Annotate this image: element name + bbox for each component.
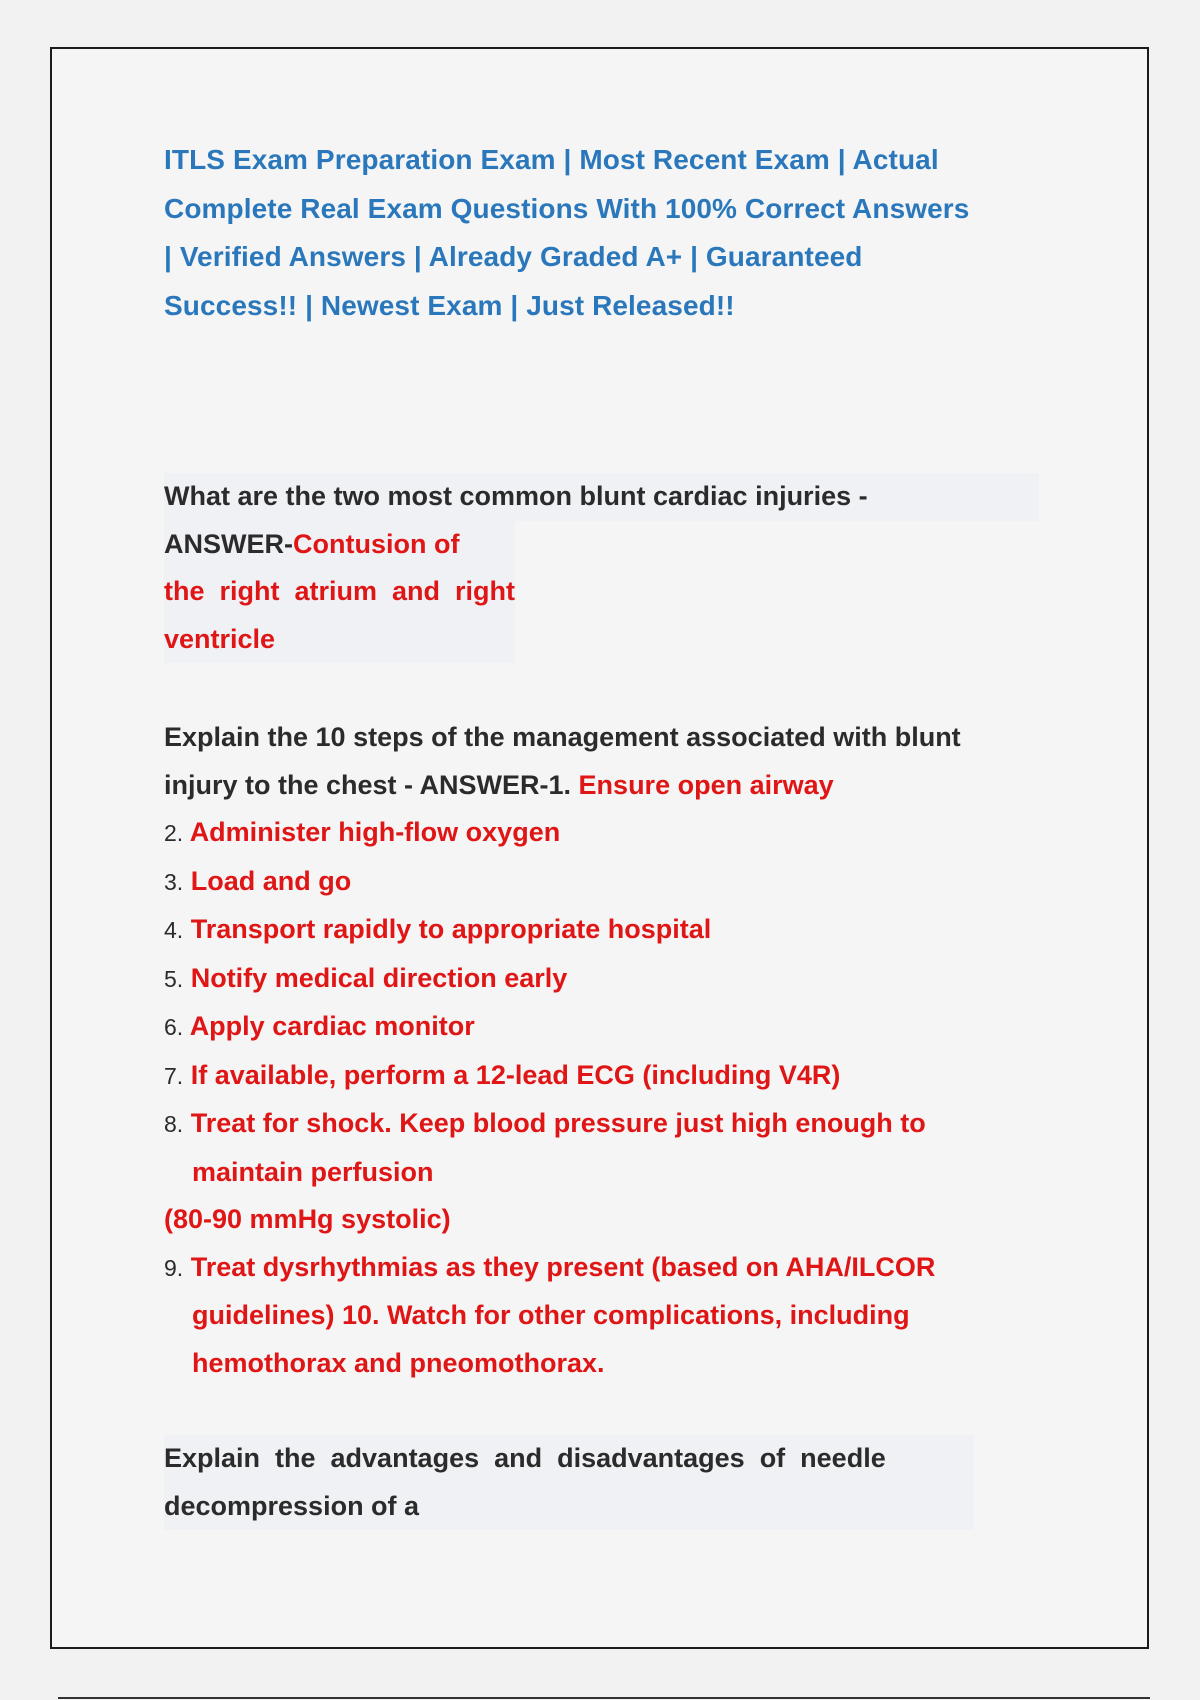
question-1-prompt: What are the two most common blunt cardiac injuries - xyxy=(164,481,868,511)
step-9-cont-1: guidelines) 10. Watch for other complications, including xyxy=(192,1300,910,1330)
step-7: 7. If available, perform a 12-lead ECG (including V4R) xyxy=(164,1059,841,1090)
document-title xyxy=(164,136,1044,330)
step-8-cont: maintain perfusion xyxy=(192,1156,434,1187)
step-5: 5. Notify medical direction early xyxy=(164,962,568,993)
answer-line-2: the right atrium and right xyxy=(164,576,515,606)
step-8: 8. Treat for shock. Keep blood pressure just high enough to xyxy=(164,1108,926,1138)
question-2-line-2: injury to the chest - ANSWER-1. xyxy=(164,769,579,800)
step-6: 6. Apply cardiac monitor xyxy=(164,1011,475,1041)
question-3-line-2: decompression of a xyxy=(164,1490,420,1521)
title-line-3: | Verified Answers | Already Graded A+ | Guaranteed xyxy=(164,241,863,272)
question-1-text xyxy=(164,473,1039,521)
title-line-1: ITLS Exam Preparation Exam | Most Recent Exam | Actual xyxy=(164,144,939,175)
step-2: 2. Administer high-flow oxygen xyxy=(164,817,561,847)
question-3-line-1: Explain the advantages and disadvantages of needle xyxy=(164,1443,886,1473)
step-1: Ensure open airway xyxy=(578,769,834,800)
question-2-line-1: Explain the 10 steps of the management associated with blunt xyxy=(164,722,961,752)
question-3 xyxy=(164,1435,1044,1530)
question-1-answer xyxy=(164,521,515,664)
answer-line-1: Contusion of xyxy=(293,528,460,559)
document-page xyxy=(50,47,1149,1649)
title-line-2: Complete Real Exam Questions With 100% Correct Answers xyxy=(164,192,970,224)
question-2 xyxy=(164,714,1044,1387)
step-4: 4. Transport rapidly to appropriate hospital xyxy=(164,914,712,944)
question-3-text xyxy=(164,1435,974,1530)
answer-line-3: ventricle xyxy=(164,623,276,654)
answer-label: ANSWER- xyxy=(164,528,293,559)
step-9-cont-2: hemothorax and pneomothorax. xyxy=(192,1347,605,1378)
title-line-4: Success!! | Newest Exam | Just Released!! xyxy=(164,289,735,321)
step-8-systolic: (80-90 mmHg systolic) xyxy=(164,1204,451,1234)
question-1 xyxy=(164,473,1044,663)
step-3: 3. Load and go xyxy=(164,865,352,896)
page-divider xyxy=(58,1697,1150,1699)
step-9: 9. Treat dysrhythmias as they present (based on AHA/ILCOR xyxy=(164,1251,936,1282)
